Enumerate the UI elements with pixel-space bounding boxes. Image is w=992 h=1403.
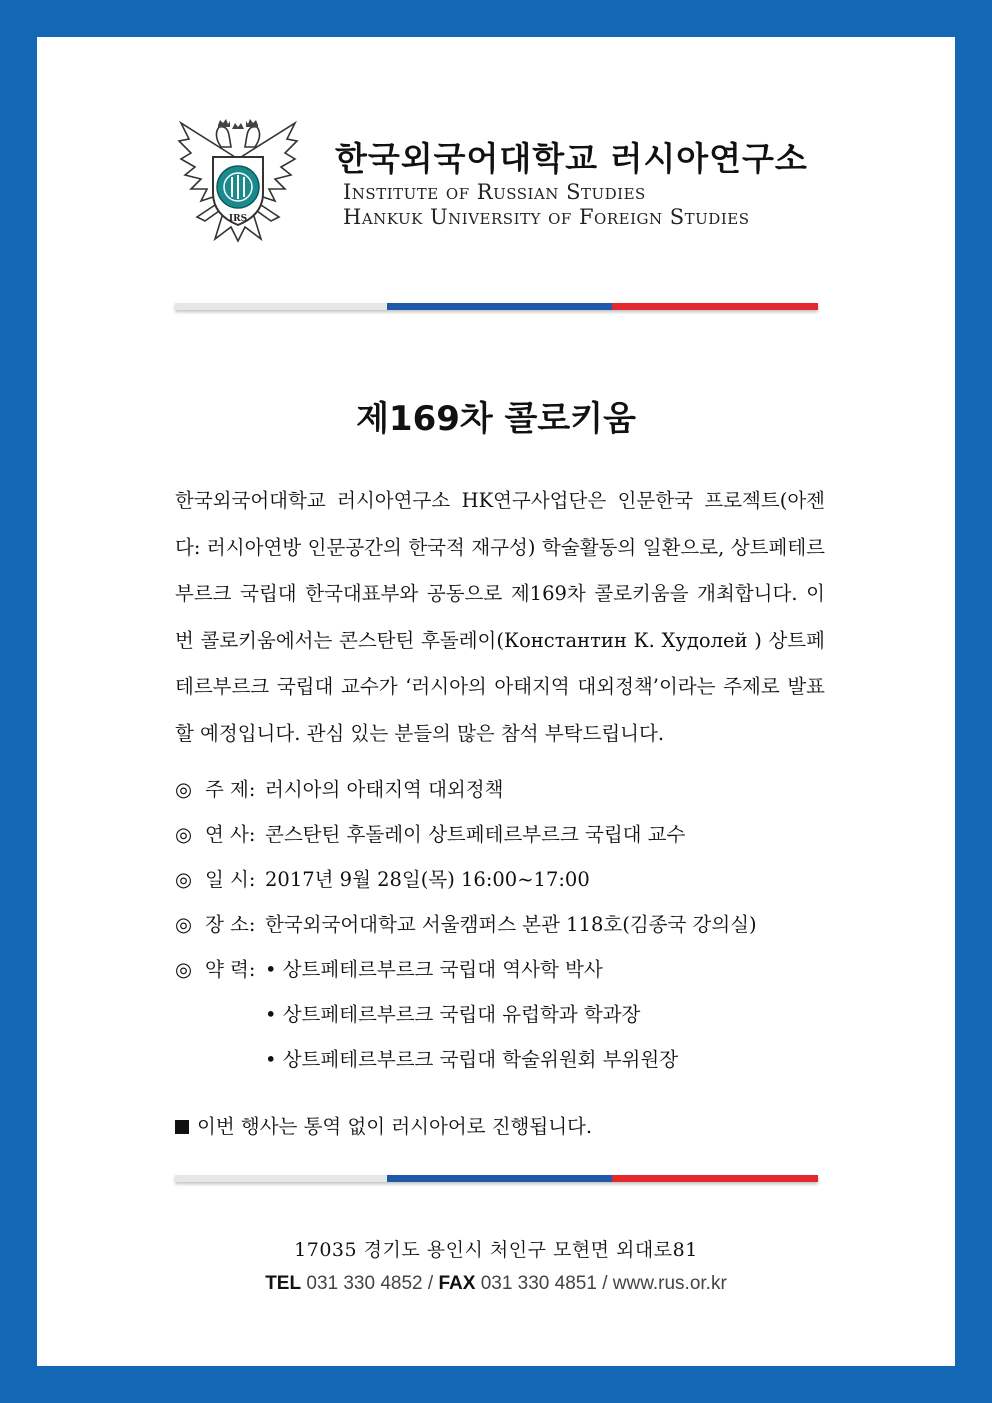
info-career — [175, 947, 825, 992]
career-item: • 상트페테르부르크 국립대 학술위원회 부위원장 — [265, 1048, 679, 1071]
info-venue — [175, 902, 825, 947]
info-datetime — [175, 857, 825, 902]
website-link[interactable]: www.rus.or.kr — [612, 1273, 727, 1294]
bullet-mark: ◎ — [175, 958, 193, 981]
org-name-korean: 한국외국어대학교 러시아연구소 — [335, 139, 808, 178]
tricolor-divider-bottom — [175, 1175, 818, 1182]
info-career-label: 약 력: — [205, 958, 256, 981]
tel-number: 031 330 4852 / — [306, 1273, 434, 1294]
bullet-mark: ◎ — [175, 778, 193, 801]
tel-label: TEL — [265, 1273, 302, 1294]
info-datetime-value: 2017년 9월 28일(목) 16:00~17:00 — [265, 868, 590, 891]
info-venue-label: 장 소: — [205, 913, 256, 936]
square-bullet-icon — [175, 1120, 189, 1134]
contact-line — [37, 1273, 955, 1295]
career-item: • 상트페테르부르크 국립대 유럽학과 학과장 — [265, 1003, 641, 1026]
tricolor-divider-top — [175, 303, 818, 310]
info-datetime-label: 일 시: — [205, 868, 256, 891]
career-item: • 상트페테르부르크 국립대 역사학 박사 — [265, 958, 603, 981]
info-speaker — [175, 812, 825, 857]
info-speaker-label: 연 사: — [205, 823, 256, 846]
bullet-mark: ◎ — [175, 823, 193, 846]
emblem-text: IRS — [228, 214, 248, 224]
language-notice — [175, 1107, 825, 1147]
event-title: 제169차 콜로키움 — [356, 399, 636, 439]
bullet-mark: ◎ — [175, 868, 193, 891]
fax-label: FAX — [438, 1273, 476, 1294]
event-info — [175, 767, 825, 1082]
fax-number: 031 330 4851 / — [480, 1273, 608, 1294]
info-venue-value: 한국외국어대학교 서울캠퍼스 본관 118호(김종국 강의실) — [265, 913, 757, 936]
bullet-mark: ◎ — [175, 913, 193, 936]
header — [175, 117, 835, 247]
poster-page — [37, 37, 955, 1366]
info-topic-label: 주 제: — [205, 778, 256, 801]
event-description: 한국외국어대학교 러시아연구소 HK연구사업단은 인문한국 프로젝트(아젠다: 러시아연방 인문공간의 한국적 재구성) 학술활동의 일환으로, 상트페테르부르크 국립대 한국대표부와 공동으로 제169차 콜로키움을 개최합니다. 이번 콜로키움에서는 콘스탄틴 후돌레이(Константин К. Худолей ) 상트페테르부르크 국립대 교수가 ‘러시아의 아태지역 대외정책’이라는 주제로 발표할 예정입니다. 관심 있는 분들의 많은 참석 부탁드립니다. — [175, 489, 825, 745]
org-name-english-line-2: Hankuk University of Foreign Studies — [343, 205, 750, 229]
double-headed-eagle-icon — [175, 117, 301, 243]
language-notice-text: 이번 행사는 통역 없이 러시아어로 진행됩니다. — [197, 1115, 593, 1138]
org-name-english-line-1: Institute of Russian Studies — [343, 180, 646, 204]
postal-address: 17035 경기도 용인시 처인구 모현면 외대로81 — [294, 1239, 698, 1261]
info-topic-value: 러시아의 아태지역 대외정책 — [265, 778, 504, 801]
info-topic — [175, 767, 825, 812]
info-speaker-value: 콘스탄틴 후돌레이 상트페테르부르크 국립대 교수 — [265, 823, 686, 846]
